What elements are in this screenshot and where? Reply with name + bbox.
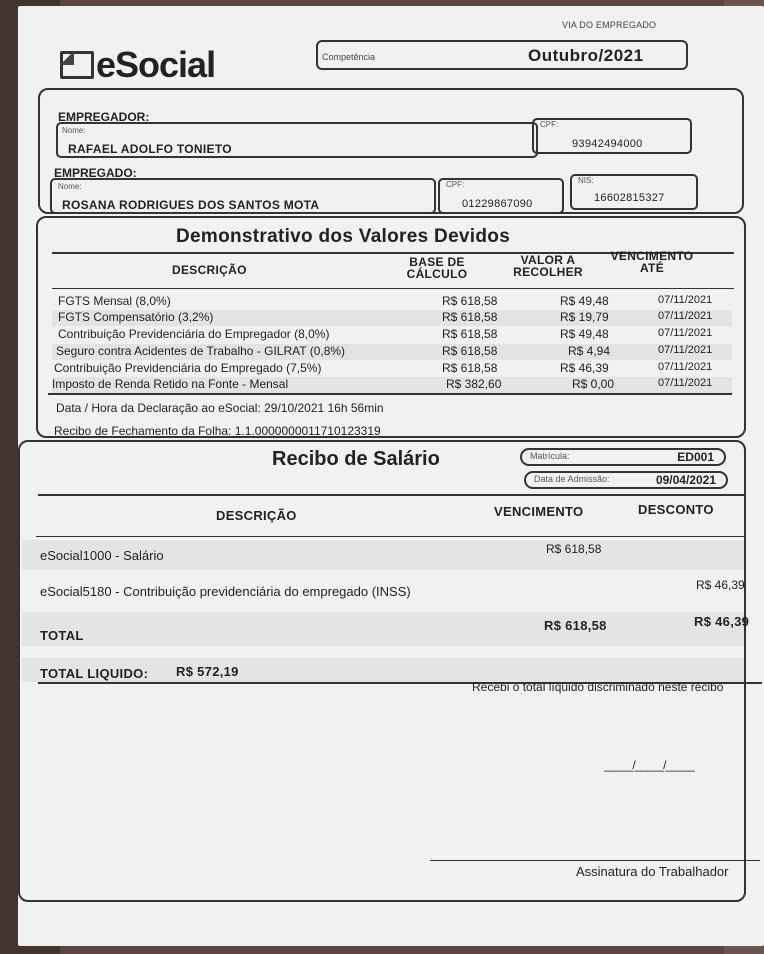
empregado-nome: ROSANA RODRIGUES DOS SANTOS MOTA — [62, 198, 320, 212]
esocial-logo-icon — [60, 51, 94, 79]
empregado-nis: 16602815327 — [594, 192, 665, 204]
declaracao-data-hora: Data / Hora da Declaração ao eSocial: 29/10/2021 16h 56min — [56, 401, 384, 415]
recibo-title: Recibo de Salário — [272, 448, 440, 470]
empregado-title: EMPREGADO: — [54, 166, 137, 180]
recibo-header-bottom-line — [36, 536, 744, 537]
matricula-value: ED001 — [677, 450, 714, 464]
table-row — [52, 361, 732, 377]
row-valor: R$ 19,79 — [560, 310, 609, 324]
table-row — [52, 310, 732, 326]
row-base: R$ 618,58 — [442, 294, 498, 308]
admissao-label: Data de Admissão: — [534, 474, 610, 484]
col-base-header-line1: BASE DE — [409, 255, 465, 269]
esocial-logo — [60, 44, 215, 86]
row-base: R$ 618,58 — [442, 327, 498, 341]
col-valor-header-line1: VALOR A — [520, 253, 576, 267]
total-vencimento: R$ 618,58 — [544, 618, 607, 633]
matricula-box — [520, 448, 726, 466]
assinatura-line — [430, 860, 760, 861]
row-descricao: Contribuição Previdenciária do Empregado (7,5%) — [54, 361, 322, 375]
row-base: R$ 618,58 — [442, 310, 498, 324]
matricula-label: Matrícula: — [530, 451, 570, 461]
total-desconto: R$ 46,39 — [694, 614, 750, 629]
recibo-item-descricao: eSocial5180 - Contribuição previdenciária do empregado (INSS) — [40, 584, 411, 599]
col-vencimento-header — [606, 250, 698, 274]
empregador-nome: RAFAEL ADOLFO TONIETO — [68, 142, 232, 156]
row-vencimento: 07/11/2021 — [658, 310, 713, 322]
row-valor: R$ 0,00 — [572, 377, 615, 391]
competencia-label: Competência — [322, 52, 376, 62]
recibo-fechamento: Recibo de Fechamento da Folha: 1.1.0000000011710123319 — [54, 424, 381, 438]
recibo-col-vencimento: VENCIMENTO — [494, 504, 584, 519]
esocial-logo-text: eSocial — [96, 44, 216, 85]
empregador-title: EMPREGADOR: — [58, 110, 150, 124]
empregado-cpf: 01229867090 — [462, 198, 533, 210]
col-valor-header — [506, 254, 590, 278]
row-valor: R$ 4,94 — [568, 344, 611, 358]
total-label: TOTAL — [40, 628, 84, 643]
row-descricao: FGTS Mensal (8,0%) — [58, 294, 171, 308]
row-base: R$ 618,58 — [442, 344, 498, 358]
recibo-item-desconto: R$ 46,39 — [696, 578, 745, 592]
row-descricao: Seguro contra Acidentes de Trabalho - GILRAT (0,8%) — [56, 344, 346, 358]
empregado-nome-label: Nome: — [58, 182, 82, 191]
row-vencimento: 07/11/2021 — [658, 361, 713, 373]
recebi-declaracao: Recebi o total líquido discriminado neste recibo — [472, 680, 724, 694]
competencia-value: Outubro/2021 — [528, 46, 644, 65]
col-base-header-line2: CÁLCULO — [406, 267, 468, 281]
col-valor-header-line2: RECOLHER — [513, 265, 583, 279]
admissao-value: 09/04/2021 — [655, 473, 716, 487]
row-descricao: Contribuição Previdenciária do Empregador (8,0%) — [58, 327, 330, 341]
empregado-nis-label: NIS: — [578, 176, 594, 185]
demonstrativo-table-bottom — [48, 393, 732, 395]
total-liquido-value: R$ 572,19 — [176, 664, 239, 679]
empregador-cpf-label: CPF: — [540, 120, 559, 129]
col-vencimento-header-line2: ATÉ — [639, 261, 664, 275]
row-base: R$ 382,60 — [446, 377, 502, 391]
table-row — [52, 344, 732, 360]
demonstrativo-header-divider — [52, 288, 734, 289]
row-valor: R$ 46,39 — [560, 361, 609, 375]
row-descricao: Imposto de Renda Retido na Fonte - Mensal — [52, 377, 289, 391]
data-assinatura-slots: _____/_____/_____ — [604, 758, 694, 772]
row-vencimento: 07/11/2021 — [658, 377, 713, 389]
recibo-header-top-line — [38, 494, 744, 496]
table-row — [52, 377, 732, 393]
via-label: VIA DO EMPREGADO — [562, 20, 657, 30]
row-valor: R$ 49,48 — [560, 327, 609, 341]
table-row — [52, 294, 732, 310]
empregador-nome-label: Nome: — [62, 126, 86, 135]
col-descricao-header: DESCRIÇÃO — [172, 263, 247, 277]
row-valor: R$ 49,48 — [560, 294, 609, 308]
row-vencimento: 07/11/2021 — [658, 294, 713, 306]
col-vencimento-header-line1: VENCIMENTO — [610, 249, 694, 263]
admissao-box — [524, 471, 728, 489]
recibo-col-desconto: DESCONTO — [638, 502, 714, 517]
total-row-shade — [22, 612, 744, 646]
table-row — [52, 327, 732, 343]
row-descricao: FGTS Compensatório (3,2%) — [58, 310, 214, 324]
assinatura-label: Assinatura do Trabalhador — [576, 864, 729, 879]
col-base-header — [402, 256, 472, 280]
empregado-cpf-label: CPF: — [446, 180, 465, 189]
recibo-item-descricao: eSocial1000 - Salário — [40, 548, 164, 563]
row-vencimento: 07/11/2021 — [658, 327, 713, 339]
recibo-col-descricao: DESCRIÇÃO — [216, 508, 297, 523]
row-base: R$ 618,58 — [442, 361, 498, 375]
demonstrativo-title: Demonstrativo dos Valores Devidos — [176, 226, 511, 247]
recibo-item-vencimento: R$ 618,58 — [546, 542, 602, 556]
empregador-cpf: 93942494000 — [572, 138, 643, 150]
row-vencimento: 07/11/2021 — [658, 344, 713, 356]
total-liquido-label: TOTAL LIQUIDO: — [40, 666, 149, 681]
